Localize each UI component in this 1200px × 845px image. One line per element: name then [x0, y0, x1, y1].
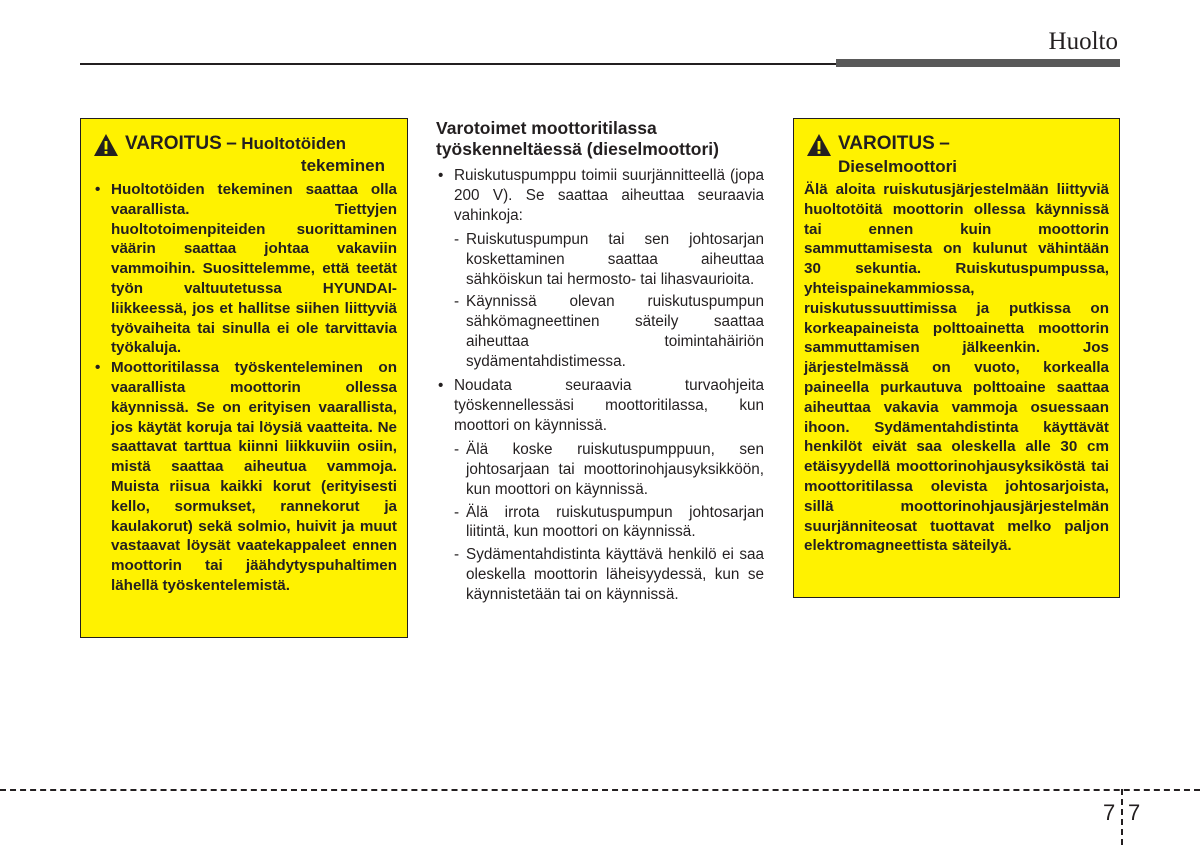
warning-box-maintenance — [80, 118, 408, 638]
warning-dash: – — [226, 133, 237, 154]
warning-triangle-icon — [806, 133, 832, 157]
warning-text: Älä aloita ruiskutusjärjestelmään liittyviä huoltotöitä moottorin ollessa käynnissä tai ennen kuin moottorin sammuttamisesta on kulunut vähintään 30 sekuntia. Ruiskutuspumpussa, yhteispainekammiossa, ruiskutussuuttimissa ja putkissa on korkeapaineista polttoainetta moottorin sammuttamisen jälkeenkin. Jos järjestelmässä on vuoto, korkealla paineella purkautuva polttoaine saattaa aiheuttaa vakavia vammoja osuessaan ihoon. Sydämentahdistinta käyttävät henkilöt eivät saa oleskella alle 30 cm etäisyydellä moottorinohjausyksiköstä tai moottoritilassa olevista johtosarjoista, sillä moottorinohjausjärjestelmän suurjänniteosat tuottavat melko paljon elektromagneettista säteilyä. — [804, 181, 1109, 555]
precaution-subitem: - Älä irrota ruiskutuspumpun johtosarjan liitintä, kun moottori on käynnissä. — [454, 503, 764, 543]
warning-list-item: • Huoltotöiden tekeminen saattaa olla vaarallista. Tiettyjen huoltotoimenpiteiden suorittaminen väärin saattaa johtaa vakaviin vammoihin. Suosittelemme, että teetät työn valtuutetussa HYUNDAI-liikkeessä, jos et hallitse siihen liittyviä työvaiheita tai sinulla ei ole tarvittavia työkaluja. — [91, 180, 397, 358]
header-rule — [80, 63, 836, 65]
diesel-precautions-section — [436, 118, 764, 609]
precaution-text: Ruiskutuspumppu toimii suurjännitteellä (jopa 200 V). Se saattaa aiheuttaa seuraavia vahinkoja: — [454, 167, 764, 224]
precaution-item — [436, 166, 764, 372]
warning-title: Dieselmoottori — [838, 157, 958, 176]
warning-heading — [91, 133, 397, 176]
warning-label: VAROITUS — [838, 133, 935, 154]
page-number-divider — [1121, 789, 1123, 845]
warning-title: Huoltotöiden — [241, 134, 347, 153]
warning-box-diesel — [793, 118, 1120, 598]
warning-dash: – — [939, 133, 950, 154]
precaution-sublist — [454, 440, 764, 605]
warning-heading — [804, 133, 1109, 178]
footer-rule — [0, 789, 1200, 791]
precaution-sublist — [454, 230, 764, 372]
warning-title-cont: tekeminen — [300, 156, 385, 175]
precaution-text: Noudata seuraavia turvaohjeita työskennellessäsi moottoritilassa, kun moottori on käynnissä. — [454, 377, 764, 434]
warning-label: VAROITUS — [125, 133, 222, 154]
precaution-item — [436, 376, 764, 605]
precaution-subitem: - Ruiskutuspumpun tai sen johtosarjan koskettaminen saattaa aiheuttaa sähköiskun tai hermosto- tai lihasvaurioita. — [454, 230, 764, 290]
header-rule-accent — [836, 59, 1120, 67]
page-header-title: Huolto — [1048, 28, 1118, 55]
section-number: 7 — [1103, 800, 1116, 825]
warning-list-item: • Moottoritilassa työskenteleminen on vaarallista moottorin ollessa käynnissä. Se on erityisen vaarallista, jos käytät koruja tai löysiä vaatteita. Ne saattavat tarttua kiinni liikkuviin osiin, mistä saattaa aiheutua vammoja. Muista riisua kaikki korut (erityisesti kello, sormukset, rannekorut ja kaulakorut) sekä solmio, huivit ja muut vastaavat löysät vaatekappaleet ennen moottorin tai jäähdytyspuhaltimen lähellä työskentelemistä. — [91, 358, 397, 596]
warning-list — [91, 180, 397, 596]
precaution-subitem: - Käynnissä olevan ruiskutuspumpun sähkömagneettinen säteily saattaa aiheuttaa toimintahäiriön sydämentahdistimessa. — [454, 292, 764, 372]
section-heading: Varotoimet moottoritilassa työskenneltäessä (dieselmoottori) — [436, 118, 719, 159]
precaution-subitem: - Älä koske ruiskutuspumppuun, sen johtosarjaan tai moottorinohjausyksikköön, kun moottori on käynnissä. — [454, 440, 764, 500]
precaution-subitem: - Sydämentahdistinta käyttävä henkilö ei saa oleskella moottorin läheisyydessä, kun se käynnistetään tai on käynnissä. — [454, 545, 764, 605]
warning-triangle-icon — [93, 133, 119, 157]
precautions-list — [436, 166, 764, 605]
page-number: 7 — [1128, 800, 1141, 825]
